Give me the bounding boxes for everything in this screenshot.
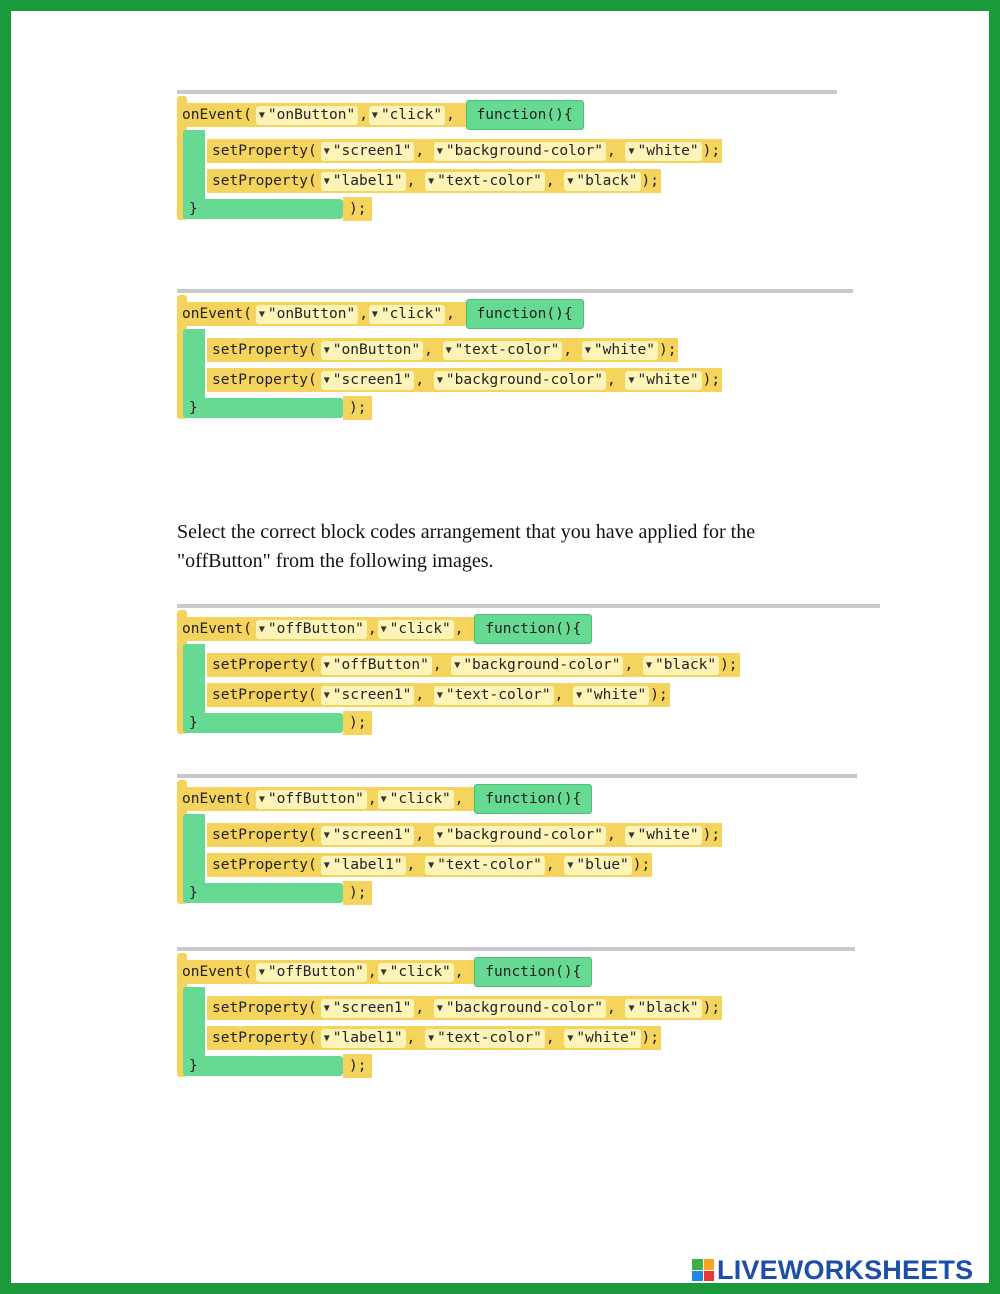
question-text	[177, 518, 877, 576]
property-dropdown[interactable]	[425, 1029, 545, 1048]
setproperty-row[interactable]	[207, 682, 670, 708]
comma: ,	[406, 1030, 425, 1046]
target-dropdown-value: "offButton"	[267, 621, 364, 637]
triangle-down-icon: ▼	[323, 659, 330, 671]
triangle-down-icon: ▼	[628, 1002, 635, 1014]
closing-segment	[183, 1054, 343, 1078]
triangle-down-icon: ▼	[323, 859, 330, 871]
closing-bar	[183, 199, 343, 219]
comma: ,	[359, 107, 368, 123]
close-paren: );	[720, 657, 738, 673]
setproperty-row[interactable]	[207, 995, 722, 1021]
closing-bar	[183, 883, 343, 903]
setproperty-row[interactable]	[207, 367, 722, 393]
element-dropdown[interactable]	[321, 826, 415, 845]
onevent-keyword: onEvent(	[182, 964, 252, 980]
target-dropdown[interactable]	[256, 790, 367, 809]
triangle-down-icon: ▼	[258, 793, 265, 805]
element-dropdown[interactable]	[321, 1029, 406, 1048]
element-dropdown[interactable]	[321, 371, 415, 390]
setproperty-keyword: setProperty(	[212, 342, 317, 358]
onevent-row	[177, 959, 592, 985]
triangle-down-icon: ▼	[576, 689, 583, 701]
setproperty-segment	[207, 823, 722, 847]
comma: ,	[367, 621, 377, 637]
setproperty-segment	[207, 653, 740, 677]
value-dropdown[interactable]	[564, 856, 631, 875]
property-dropdown-value: "text-color"	[445, 687, 551, 703]
triangle-down-icon: ▼	[380, 793, 387, 805]
triangle-down-icon: ▼	[371, 308, 378, 320]
element-dropdown-value: "screen1"	[332, 372, 412, 388]
closing-segment	[183, 396, 343, 420]
property-dropdown-value: "background-color"	[463, 657, 621, 673]
event-dropdown-value: "click"	[380, 306, 443, 322]
onevent-segment	[177, 103, 466, 127]
triangle-down-icon: ▼	[371, 109, 378, 121]
comma: ,	[607, 143, 625, 159]
property-dropdown-value: "text-color"	[437, 173, 542, 189]
comma: ,	[545, 1030, 564, 1046]
closing-end: );	[343, 711, 372, 735]
event-dropdown-value: "click"	[389, 791, 451, 807]
comma: ,	[367, 791, 377, 807]
closing-bar	[183, 398, 343, 418]
onevent-keyword: onEvent(	[182, 621, 252, 637]
element-dropdown[interactable]	[321, 999, 415, 1018]
setproperty-segment	[207, 169, 661, 193]
onevent-keyword: onEvent(	[182, 306, 252, 322]
property-dropdown[interactable]	[434, 142, 606, 161]
comma: ,	[415, 372, 433, 388]
code-block-3[interactable]	[177, 610, 880, 736]
setproperty-row[interactable]	[207, 852, 652, 878]
event-dropdown[interactable]	[369, 305, 445, 324]
triangle-down-icon: ▼	[380, 623, 387, 635]
element-dropdown[interactable]	[321, 172, 406, 191]
close-paren: );	[702, 372, 721, 388]
comma: ,	[607, 827, 625, 843]
triangle-down-icon: ▼	[584, 344, 591, 356]
element-dropdown-value: "label1"	[332, 1030, 403, 1046]
value-dropdown-value: "white"	[576, 1030, 638, 1046]
closing-row	[183, 395, 372, 421]
closing-end: );	[343, 396, 372, 420]
triangle-down-icon: ▼	[645, 659, 652, 671]
comma: ,	[432, 657, 451, 673]
triangle-down-icon: ▼	[258, 623, 265, 635]
closing-brace: }	[189, 885, 198, 901]
code-block-2[interactable]	[177, 295, 853, 421]
value-dropdown[interactable]	[643, 656, 719, 675]
setproperty-keyword: setProperty(	[212, 857, 317, 873]
block-top-edge	[177, 947, 855, 951]
value-dropdown[interactable]	[564, 172, 640, 191]
property-dropdown[interactable]	[434, 826, 606, 845]
close-paren: );	[658, 342, 677, 358]
property-dropdown[interactable]	[434, 999, 606, 1018]
triangle-down-icon: ▼	[428, 175, 435, 187]
setproperty-segment	[207, 853, 652, 877]
setproperty-segment	[207, 139, 722, 163]
triangle-down-icon: ▼	[258, 966, 265, 978]
value-dropdown-value: "white"	[637, 827, 699, 843]
question-line-1: Select the correct block codes arrangement that you have applied for the	[177, 521, 756, 543]
question-line-2: "offButton" from the following images.	[177, 550, 494, 572]
function-block[interactable]: function(){	[474, 614, 592, 644]
comma: ,	[607, 372, 625, 388]
value-dropdown-value: "white"	[593, 342, 655, 358]
event-dropdown[interactable]	[378, 963, 454, 982]
closing-brace: }	[189, 715, 198, 731]
close-paren: );	[702, 827, 721, 843]
comma: ,	[545, 173, 564, 189]
triangle-down-icon: ▼	[628, 374, 635, 386]
comma: ,	[359, 306, 368, 322]
code-block-5[interactable]	[177, 953, 855, 1079]
comma: ,	[607, 1000, 625, 1016]
setproperty-row[interactable]	[207, 337, 678, 363]
code-block-1[interactable]	[177, 96, 837, 222]
block-top-edge	[177, 604, 880, 608]
setproperty-segment	[207, 368, 722, 392]
comma: ,	[415, 687, 433, 703]
target-dropdown-value: "offButton"	[267, 791, 364, 807]
setproperty-keyword: setProperty(	[212, 687, 317, 703]
event-dropdown[interactable]	[378, 790, 454, 809]
comma: ,	[454, 621, 473, 637]
triangle-down-icon: ▼	[445, 344, 452, 356]
close-paren: );	[702, 143, 721, 159]
element-dropdown-value: "label1"	[332, 173, 403, 189]
closing-brace: }	[189, 1058, 198, 1074]
event-dropdown-value: "click"	[380, 107, 443, 123]
triangle-down-icon: ▼	[567, 1032, 574, 1044]
property-dropdown-value: "text-color"	[437, 1030, 542, 1046]
closing-bar	[183, 713, 343, 733]
triangle-down-icon: ▼	[323, 1002, 330, 1014]
target-dropdown-value: "onButton"	[267, 306, 356, 322]
comma: ,	[446, 306, 464, 322]
setproperty-keyword: setProperty(	[212, 372, 317, 388]
comma: ,	[454, 791, 473, 807]
triangle-down-icon: ▼	[436, 689, 443, 701]
close-paren: );	[641, 1030, 659, 1046]
triangle-down-icon: ▼	[323, 175, 330, 187]
property-dropdown-value: "text-color"	[454, 342, 560, 358]
triangle-down-icon: ▼	[436, 829, 443, 841]
target-dropdown[interactable]	[256, 620, 367, 639]
triangle-down-icon: ▼	[436, 145, 443, 157]
closing-end: );	[343, 881, 372, 905]
onevent-segment	[177, 617, 474, 641]
element-dropdown[interactable]	[321, 856, 406, 875]
property-dropdown[interactable]	[434, 686, 554, 705]
block-top-edge	[177, 90, 837, 94]
close-paren: );	[641, 173, 659, 189]
comma: ,	[424, 342, 442, 358]
property-dropdown[interactable]	[451, 656, 623, 675]
setproperty-keyword: setProperty(	[212, 1030, 317, 1046]
close-paren: );	[650, 687, 668, 703]
element-dropdown-value: "screen1"	[332, 827, 412, 843]
closing-end: );	[343, 197, 372, 221]
triangle-down-icon: ▼	[628, 145, 635, 157]
setproperty-segment	[207, 996, 722, 1020]
target-dropdown-value: "offButton"	[267, 964, 364, 980]
event-dropdown[interactable]	[369, 106, 445, 125]
target-dropdown[interactable]	[256, 963, 367, 982]
comma: ,	[406, 857, 425, 873]
closing-brace: }	[189, 201, 198, 217]
triangle-down-icon: ▼	[454, 659, 461, 671]
target-dropdown[interactable]	[256, 106, 358, 125]
property-dropdown-value: "background-color"	[445, 1000, 604, 1016]
comma: ,	[624, 657, 642, 673]
triangle-down-icon: ▼	[258, 109, 265, 121]
element-dropdown[interactable]	[321, 142, 415, 161]
onevent-segment	[177, 302, 466, 326]
event-dropdown[interactable]	[378, 620, 454, 639]
function-block[interactable]: function(){	[466, 299, 584, 329]
triangle-down-icon: ▼	[567, 859, 574, 871]
element-dropdown-value: "onButton"	[332, 342, 421, 358]
triangle-down-icon: ▼	[258, 308, 265, 320]
logo-mark-icon	[692, 1259, 714, 1281]
closing-segment	[183, 711, 343, 735]
event-dropdown-value: "click"	[389, 621, 451, 637]
value-dropdown-value: "white"	[637, 372, 699, 388]
setproperty-segment	[207, 338, 678, 362]
closing-segment	[183, 197, 343, 221]
setproperty-keyword: setProperty(	[212, 827, 317, 843]
triangle-down-icon: ▼	[567, 175, 574, 187]
triangle-down-icon: ▼	[323, 145, 330, 157]
close-paren: );	[632, 857, 651, 873]
property-dropdown-value: "background-color"	[445, 143, 604, 159]
comma: ,	[415, 1000, 433, 1016]
closing-bar	[183, 1056, 343, 1076]
liveworksheets-logo	[692, 1254, 973, 1286]
element-dropdown[interactable]	[321, 341, 423, 360]
element-dropdown-value: "label1"	[332, 857, 403, 873]
comma: ,	[367, 964, 377, 980]
value-dropdown[interactable]	[573, 686, 649, 705]
triangle-down-icon: ▼	[380, 966, 387, 978]
value-dropdown[interactable]	[625, 142, 701, 161]
element-dropdown-value: "screen1"	[332, 687, 412, 703]
property-dropdown[interactable]	[425, 856, 545, 875]
onevent-row	[177, 616, 592, 642]
closing-row	[183, 880, 372, 906]
property-dropdown[interactable]	[425, 172, 545, 191]
element-dropdown[interactable]	[321, 686, 415, 705]
comma: ,	[446, 107, 464, 123]
property-dropdown[interactable]	[443, 341, 563, 360]
value-dropdown[interactable]	[582, 341, 658, 360]
setproperty-segment	[207, 683, 670, 707]
setproperty-keyword: setProperty(	[212, 657, 317, 673]
onevent-segment	[177, 960, 474, 984]
onevent-row	[177, 786, 592, 812]
property-dropdown-value: "background-color"	[445, 827, 604, 843]
triangle-down-icon: ▼	[436, 1002, 443, 1014]
setproperty-keyword: setProperty(	[212, 143, 317, 159]
value-dropdown-value: "black"	[637, 1000, 699, 1016]
element-dropdown-value: "screen1"	[332, 1000, 412, 1016]
value-dropdown[interactable]	[625, 826, 701, 845]
setproperty-keyword: setProperty(	[212, 1000, 317, 1016]
triangle-down-icon: ▼	[628, 829, 635, 841]
closing-segment	[183, 881, 343, 905]
element-dropdown-value: "offButton"	[332, 657, 429, 673]
comma: ,	[563, 342, 581, 358]
function-block[interactable]: function(){	[474, 957, 592, 987]
block-top-edge	[177, 774, 857, 778]
comma: ,	[415, 143, 433, 159]
onevent-keyword: onEvent(	[182, 791, 252, 807]
value-dropdown[interactable]	[625, 371, 701, 390]
comma: ,	[406, 173, 425, 189]
value-dropdown-value: "white"	[637, 143, 699, 159]
comma: ,	[545, 857, 564, 873]
element-dropdown-value: "screen1"	[332, 143, 412, 159]
onevent-row	[177, 102, 584, 128]
target-dropdown[interactable]	[256, 305, 358, 324]
closing-row	[183, 1053, 372, 1079]
comma: ,	[554, 687, 573, 703]
setproperty-row[interactable]	[207, 168, 661, 194]
function-block[interactable]: function(){	[466, 100, 584, 130]
property-dropdown-value: "text-color"	[437, 857, 542, 873]
property-dropdown-value: "background-color"	[445, 372, 604, 388]
element-dropdown[interactable]	[321, 656, 432, 675]
setproperty-segment	[207, 1026, 661, 1050]
closing-row	[183, 196, 372, 222]
closing-brace: }	[189, 400, 198, 416]
property-dropdown[interactable]	[434, 371, 606, 390]
value-dropdown-value: "white"	[585, 687, 647, 703]
onevent-segment	[177, 787, 474, 811]
triangle-down-icon: ▼	[323, 689, 330, 701]
triangle-down-icon: ▼	[323, 829, 330, 841]
value-dropdown-value: "black"	[654, 657, 717, 673]
code-block-4[interactable]	[177, 780, 857, 906]
event-dropdown-value: "click"	[389, 964, 451, 980]
value-dropdown[interactable]	[564, 1029, 640, 1048]
setproperty-row[interactable]	[207, 1025, 661, 1051]
setproperty-row[interactable]	[207, 822, 722, 848]
comma: ,	[415, 827, 433, 843]
triangle-down-icon: ▼	[323, 374, 330, 386]
triangle-down-icon: ▼	[428, 859, 435, 871]
value-dropdown-value: "blue"	[576, 857, 629, 873]
setproperty-row[interactable]	[207, 138, 722, 164]
onevent-keyword: onEvent(	[182, 107, 252, 123]
triangle-down-icon: ▼	[428, 1032, 435, 1044]
value-dropdown-value: "black"	[576, 173, 638, 189]
setproperty-keyword: setProperty(	[212, 173, 317, 189]
value-dropdown[interactable]	[625, 999, 701, 1018]
brand-name: LIVEWORKSHEETS	[717, 1254, 974, 1285]
target-dropdown-value: "onButton"	[267, 107, 356, 123]
closing-row	[183, 710, 372, 736]
triangle-down-icon: ▼	[436, 374, 443, 386]
triangle-down-icon: ▼	[323, 344, 330, 356]
setproperty-row[interactable]	[207, 652, 740, 678]
function-block[interactable]: function(){	[474, 784, 592, 814]
closing-end: );	[343, 1054, 372, 1078]
comma: ,	[454, 964, 473, 980]
onevent-row	[177, 301, 584, 327]
close-paren: );	[702, 1000, 721, 1016]
triangle-down-icon: ▼	[323, 1032, 330, 1044]
block-top-edge	[177, 289, 853, 293]
